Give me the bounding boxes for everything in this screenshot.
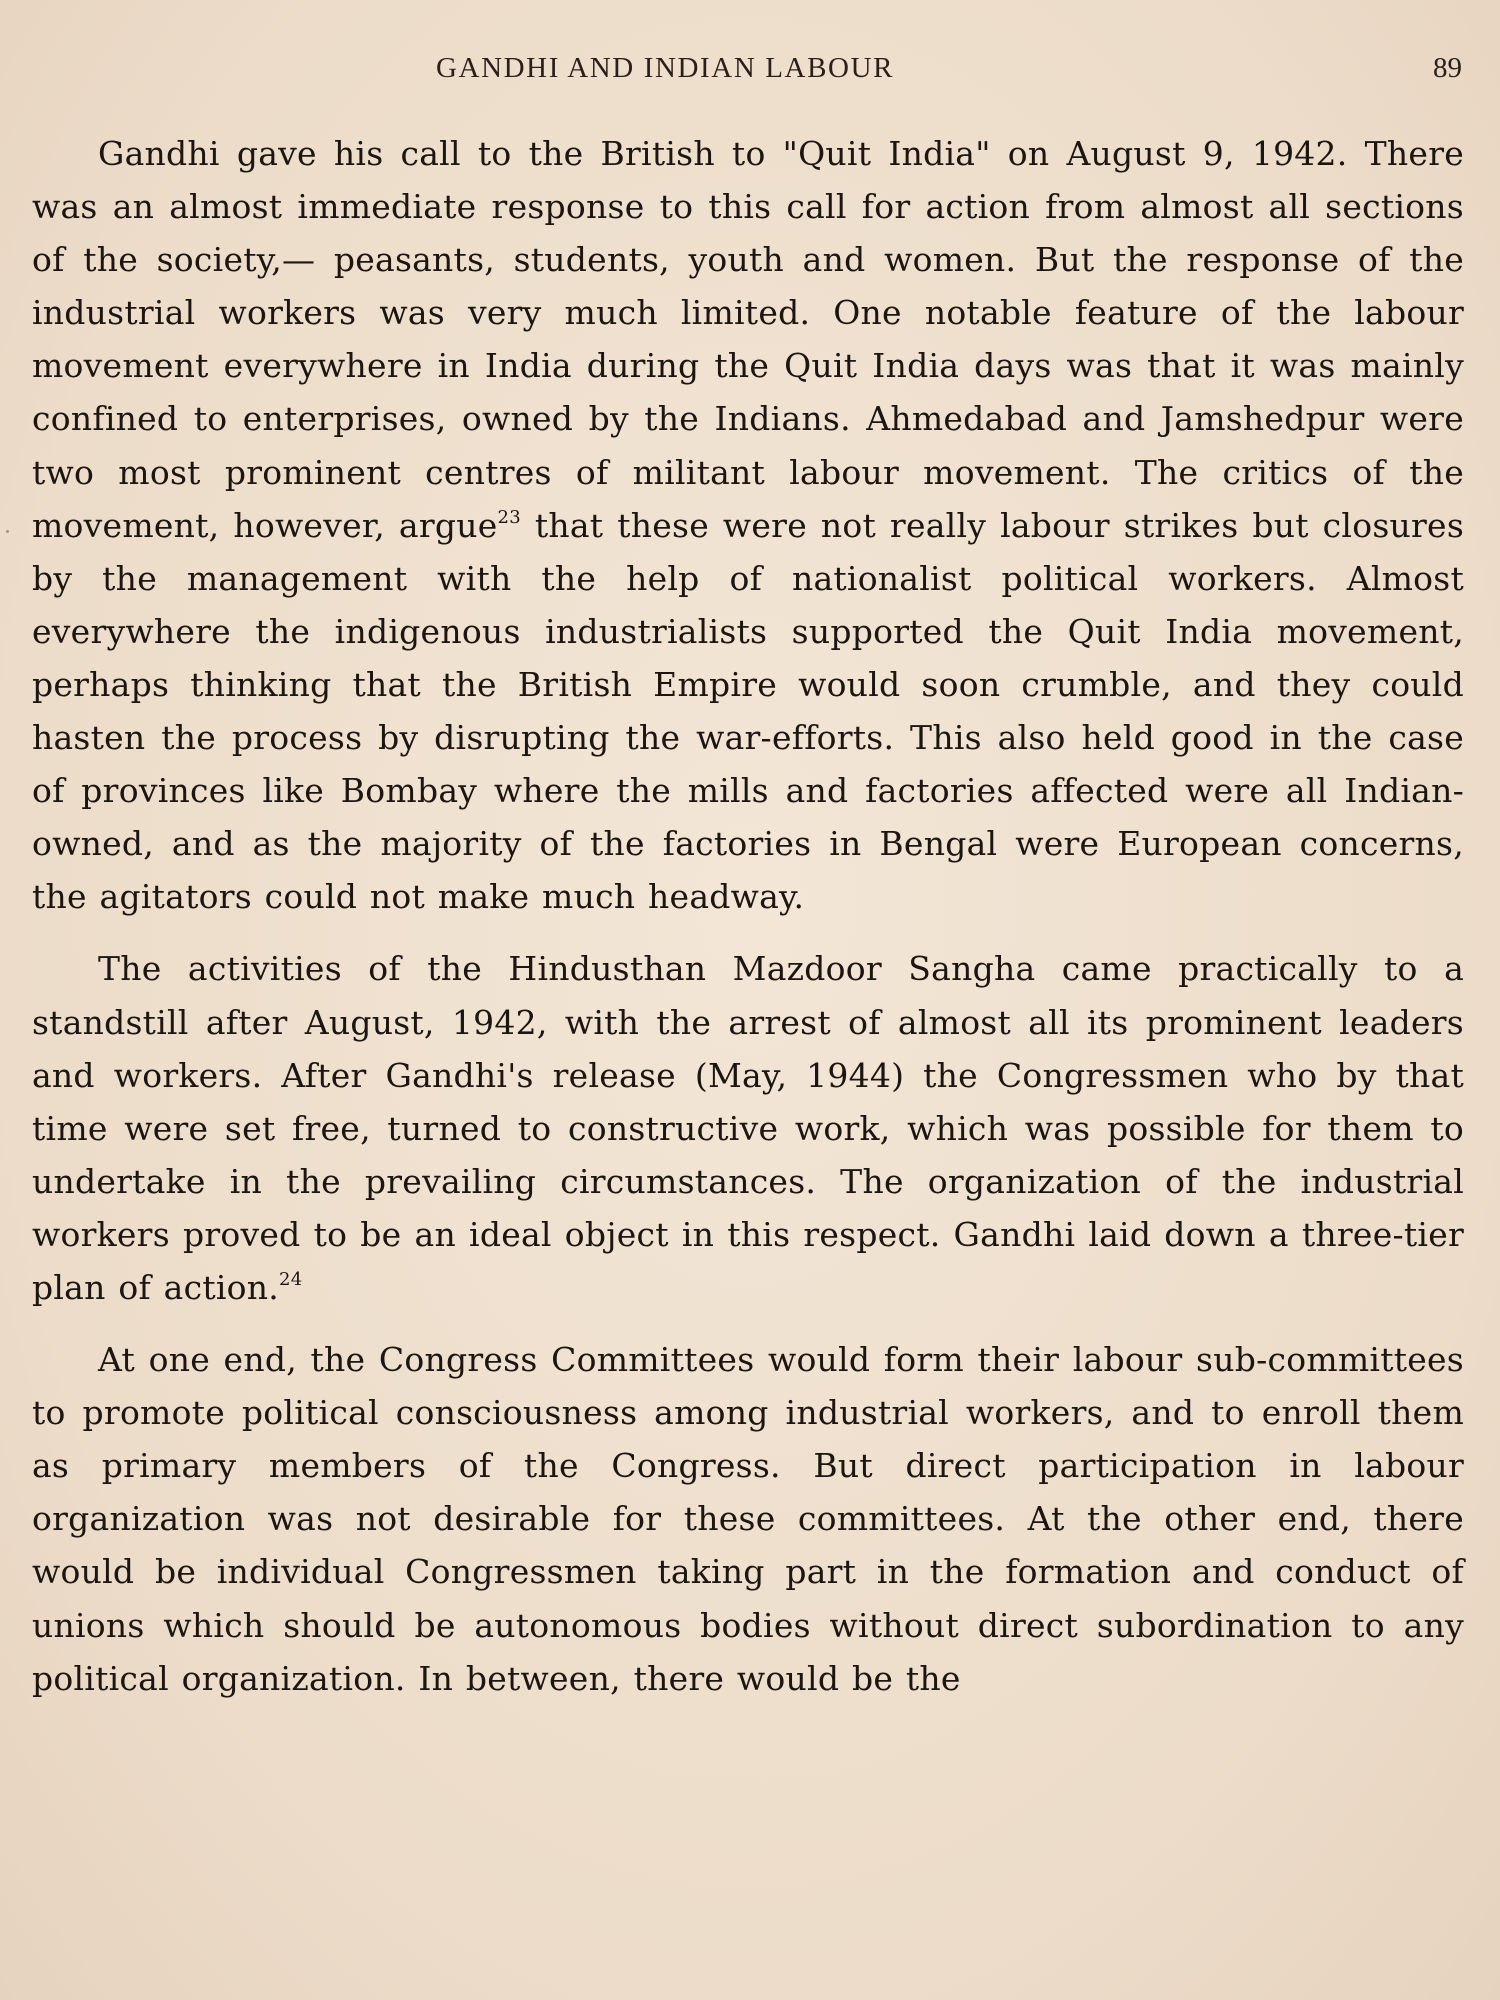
paragraph-quit-india — [32, 127, 1464, 923]
paragraph-congress-committees — [32, 1333, 1464, 1705]
paragraph-text: that these were not really labour strikes but closures by the management with the help of nationalist political workers. Almost everywhere the indigenous industrialists supported the Quit India movement, perhaps thinking that the British Empire would soon crumble, and they could hasten the process by disrupting the war-efforts. This also held good in the case of provinces like Bombay where the mills and factories affected were all Indian-owned, and as the majority of the factories in Bengal were European concerns, the agitators could not make much headway. — [32, 505, 1465, 917]
paragraph-text: At one end, the Congress Committees would form their labour sub-committees to promote political consciousness among industrial workers, and to enroll them as primary members of the Congress. But direct participation in labour organization was not desirable for these committees. At the other end, there would be individual Congressmen taking part in the formation and conduct of unions which should be autonomous bodies without direct subordination to any political organization. In between, there would be the — [32, 1340, 1464, 1698]
paragraph-text: The activities of the Hindusthan Mazdoor Sangha came practically to a standstill after August, 1942, with the arrest of almost all its prominent leaders and workers. After Gandhi's release (May, 1944) the Congressmen who by that time were set free, turned to constructive work, which was possible for them to undertake in the prevailing circumstances. The organization of the industrial workers proved to be an ideal object in this respect. Gandhi laid down a three-tier plan of action. — [32, 949, 1464, 1307]
footnote-ref-24: 24 — [279, 1268, 303, 1290]
footnote-ref-23: 23 — [497, 506, 521, 528]
running-head-title: GANDHI AND INDIAN LABOUR — [436, 52, 895, 84]
margin-speck — [6, 530, 9, 533]
running-head — [0, 52, 1500, 92]
paragraph-text: Gandhi gave his call to the British to "Quit India" on August 9, 1942. There was an almost immediate response to this call for action from almost all sections of the society,— peasants, students, youth and women. But the response of the industrial workers was very much limited. One notable feature of the labour movement everywhere in India during the Quit India days was that it was mainly confined to enterprises, owned by the Indians. Ahmedabad and Jamshedpur were two most prominent centres of militant labour movement. The critics of the movement, however, argue — [32, 134, 1464, 545]
page-number: 89 — [1433, 52, 1462, 84]
body-text — [32, 127, 1464, 1705]
paragraph-mazdoor-sangha — [32, 942, 1464, 1314]
